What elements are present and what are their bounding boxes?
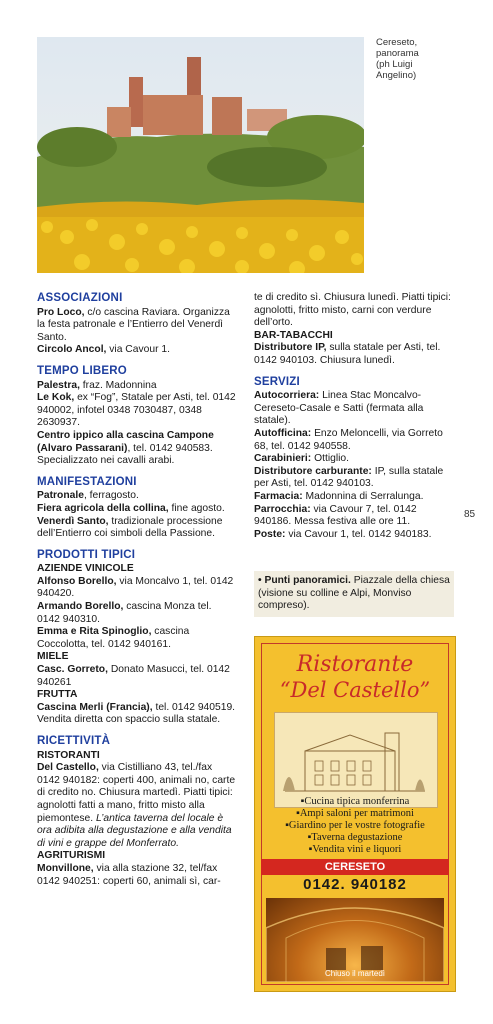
entry-name: Monvillone, <box>37 862 94 874</box>
entry-name: Del Castello, <box>37 762 99 774</box>
caption-line: Cereseto, <box>376 37 418 48</box>
entry-text: Linea Stac Moncalvo-Cereseto-Casale e Satti (fermata alla statale). <box>254 390 424 427</box>
ad-closing-day: Chiuso il martedì <box>324 969 386 978</box>
entry-patronale <box>37 490 237 503</box>
subheading-aziende-vinicole: AZIENDE VINICOLE <box>37 563 134 575</box>
ad-title-line-2: “Del Castello” <box>279 678 431 702</box>
heading-associazioni: ASSOCIAZIONI <box>37 292 123 304</box>
entry-carabinieri <box>254 453 455 466</box>
entry-text: via alla stazione 32, tel/fax 0142 940251: coperti 60, animali sì, car- <box>37 862 221 887</box>
right-column <box>254 292 455 541</box>
left-column <box>37 292 237 888</box>
ad-frame <box>261 643 449 985</box>
entry-text: via Cavour 1. <box>106 344 170 356</box>
entry-name: Venerdì Santo, <box>37 515 109 527</box>
ad-service-item: ▪Vendita vini e liquori <box>308 844 402 855</box>
entry-armando-borello <box>37 601 237 626</box>
cellar-photo <box>266 898 444 982</box>
entry-text: , ferragosto. <box>83 490 139 502</box>
entry-text: IP, sulla statale per Asti, tel. 0142 940103. <box>254 465 444 490</box>
entry-circolo-ancol <box>37 344 237 357</box>
heading-manifestazioni: MANIFESTAZIONI <box>37 475 137 488</box>
panoramic-points-box <box>254 571 454 617</box>
entry-venerdi-santo <box>37 516 237 541</box>
entry-pro-loco <box>37 307 237 345</box>
caption-line: (ph Luigi <box>376 59 413 70</box>
entry-text: via Cavour 1, tel. 0142 940183. <box>285 528 432 540</box>
entry-name: Autofficina: <box>254 427 312 439</box>
entry-text: via Cistilliano 43, tel./fax 0142 940182: coperti 400, animali no, carte di credito no. Chiusura martedì. Piatti tipici: agnolotti fatti a mano, fritto misto alla piemontese. <box>37 762 236 824</box>
entry-name: Parrocchia: <box>254 503 311 515</box>
entry-name: Palestra, <box>37 379 80 391</box>
entry-text: , tel. 0142 940583. Specializzato nei cavalli arabi. <box>37 442 213 467</box>
entry-text: via Moncalvo 1, tel. 0142 940420. <box>37 575 234 600</box>
subheading-frutta: FRUTTA <box>37 689 78 701</box>
entry-name: Farmacia: <box>254 490 303 502</box>
entry-name: Le Kok, <box>37 392 75 404</box>
entry-text: tradizionale processione dell’Entierro coi simboli della Passione. <box>37 515 223 540</box>
entry-name: Cascina Merli (Francia), <box>37 701 153 713</box>
ad-service-item: ▪Giardino per le vostre fotografie <box>285 820 425 831</box>
entry-autofficina <box>254 428 455 453</box>
entry-text: cascina Monza tel. 0142 940310. <box>37 601 212 625</box>
entry-text: c/o cascina Raviara. Organizza la festa patronale e l’Entierro del Venerdì Santo. <box>37 306 230 343</box>
entry-alfonso-borello <box>37 576 237 601</box>
entry-name: Distributore carburante: <box>254 465 372 477</box>
entry-text: Donato Masucci, tel. 0142 940261 <box>37 664 230 688</box>
castle-sketch-icon <box>275 713 437 807</box>
entry-name: Circolo Ancol, <box>37 344 107 356</box>
ad-title-line-1: Ristorante <box>296 652 414 677</box>
ad-service-item: ▪Cucina tipica monferrina <box>300 796 410 807</box>
ad-service-item: ▪Ampi saloni per matrimoni <box>296 808 414 819</box>
entry-name: Emma e Rita Spinoglio, <box>37 626 152 638</box>
entry-name: Pro Loco, <box>37 306 85 318</box>
heading-prodotti-tipici: PRODOTTI TIPICI <box>37 548 136 561</box>
entry-name: Casc. Gorreto, <box>37 664 108 676</box>
entry-autocorriera <box>254 390 455 428</box>
entry-gorreto <box>37 664 237 689</box>
entry-name: Poste: <box>254 528 286 540</box>
entry-parrocchia <box>254 504 455 529</box>
entry-italic-note: L’antica taverna del locale è ora adibita alla degustazione e alla vendita di vini e grappe del Monferrato. <box>37 812 232 849</box>
restaurant-advertisement <box>254 636 456 992</box>
ad-services-list <box>262 796 448 856</box>
entry-text: fine agosto. <box>168 502 225 514</box>
entry-name: Autocorriera: <box>254 390 320 402</box>
caption-line: Angelino) <box>376 70 417 81</box>
entry-name: Armando Borello, <box>37 601 124 613</box>
box-text: Piazzale della chiesa (visione su colline e Alpi, Monviso compreso). <box>258 575 450 611</box>
box-title: • Punti panoramici. <box>258 575 351 586</box>
caption-line: panorama <box>376 48 419 59</box>
entry-monvillone-continued: te di credito sì. Chiusura lunedì. Piatti tipici: agnolotti, fritto misto, carni con verdure dell’orto. <box>254 292 451 329</box>
subheading-bar-tabacchi: BAR-TABACCHI <box>254 329 333 341</box>
entry-palestra <box>37 380 237 393</box>
panorama-photo <box>37 37 364 273</box>
entry-text: Enzo Meloncelli, via Gorreto 68, tel. 0142 940558. <box>254 427 443 452</box>
subheading-miele: MIELE <box>37 651 69 663</box>
ad-location-band: CERESETO <box>261 859 449 875</box>
castle-sunflower-illustration <box>37 37 364 273</box>
entry-name: Fiera agricola della collina, <box>37 502 169 514</box>
entry-text: ex “Fog”, Statale per Asti, tel. 0142 940002, infotel 0348 7030487, 0348 2630937. <box>37 392 236 429</box>
ad-service-item: ▪Taverna degustazione <box>307 832 403 843</box>
entry-name: Distributore IP, <box>254 342 327 354</box>
entry-name: Carabinieri: <box>254 453 312 465</box>
castle-sketch-image <box>274 712 438 808</box>
entry-text: Madonnina di Serralunga. <box>302 490 424 502</box>
entry-text: fraz. Madonnina <box>79 379 157 391</box>
entry-name: Patronale <box>37 490 84 502</box>
entry-distributore-ip <box>254 342 455 367</box>
entry-le-kok <box>37 392 237 430</box>
entry-name: Centro ippico alla cascina Campone (Alvaro Passarani) <box>37 429 214 454</box>
page-number: 85 <box>464 509 476 520</box>
entry-text: sulla statale per Asti, tel. 0142 940103. Chiusura lunedì. <box>254 342 441 366</box>
subheading-ristoranti: RISTORANTI <box>37 749 100 761</box>
entry-poste <box>254 529 455 542</box>
entry-farmacia <box>254 491 455 504</box>
entry-fiera-agricola <box>37 503 237 516</box>
entry-name: Alfonso Borello, <box>37 575 117 587</box>
entry-monvillone <box>37 863 237 888</box>
ad-phone-number: 0142. 940182 <box>303 876 407 893</box>
entry-del-castello <box>37 762 237 850</box>
entry-text: cascina Coccolotta, tel. 0142 940161. <box>37 626 190 650</box>
entry-text: Ottiglio. <box>311 453 350 465</box>
heading-servizi: SERVIZI <box>254 375 300 388</box>
entry-spinoglio <box>37 626 237 651</box>
entry-text: via Cavour 7, tel. 0142 940186. Messa festiva alle ore 11. <box>254 503 417 528</box>
entry-centro-ippico <box>37 430 237 468</box>
heading-ricettivita: RICETTIVITÀ <box>37 735 111 747</box>
heading-tempo-libero: TEMPO LIBERO <box>37 364 127 377</box>
entry-distributore-carburante <box>254 466 455 491</box>
subheading-agriturismi: AGRITURISMI <box>37 850 106 862</box>
photo-caption <box>376 37 456 81</box>
entry-text: tel. 0142 940519. Vendita diretta con spaccio sulla statale. <box>37 701 236 726</box>
entry-cascina-merli <box>37 702 237 727</box>
